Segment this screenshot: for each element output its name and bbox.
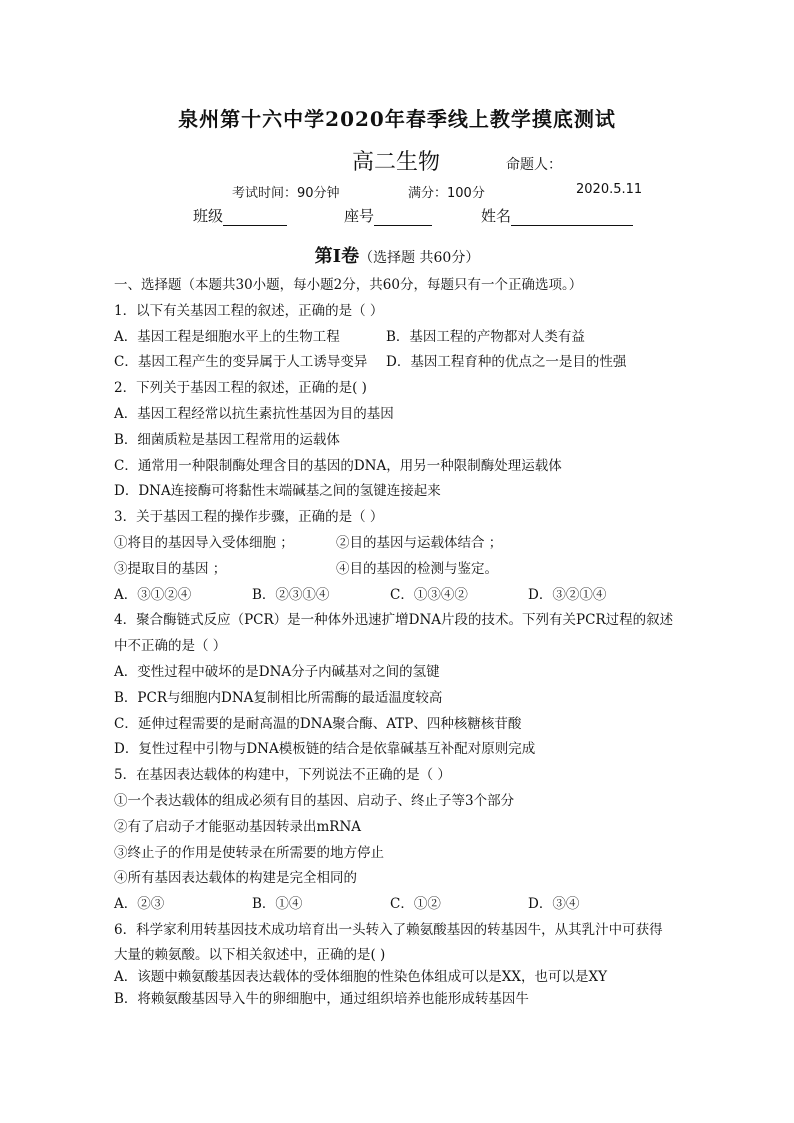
q4-option-b: B．PCR与细胞内DNA复制相比所需酶的最适温度较高 (114, 689, 443, 706)
class-field (193, 205, 287, 226)
q5-option-b: B．①④ (252, 896, 303, 913)
q5-options (114, 892, 684, 918)
setter-label: 命题人： (506, 157, 562, 173)
q3-option-b: B．②③①④ (252, 586, 330, 603)
q6-option-b: B．将赖氨酸基因导入牛的卵细胞中，通过组织培养也能形成转基因牛 (114, 990, 529, 1007)
q5-option-d: D．③④ (528, 896, 580, 913)
q3-option-c: C．①③④② (390, 586, 468, 603)
exam-title: 泉州第十六中学2020年春季线上教学摸底测试 (178, 107, 616, 131)
q2-option-c: C．通常用一种限制酶处理含目的基因的DNA，用另一种限制酶处理运载体 (114, 457, 562, 474)
name-blank[interactable] (511, 209, 633, 226)
name-label: 姓名 (481, 207, 512, 225)
q2-stem: 2．下列关于基因工程的叙述，正确的是( ) (114, 380, 367, 397)
part-title: 第Ⅰ卷 (314, 246, 360, 267)
q3-item-4: ④目的基因的检测与鉴定。 (336, 560, 498, 577)
q3-option-a: A．③①②④ (114, 586, 192, 603)
q4-stem-line1: 4．聚合酶链式反应（PCR）是一种体外迅速扩增DNA片段的技术。下列有关PCR过程的叙述 (114, 612, 674, 629)
q3-option-d: D．③②①④ (528, 586, 607, 603)
q3-items-row1 (114, 531, 684, 557)
q1-options-row2 (114, 350, 684, 376)
q1-option-a: A．基因工程是细胞水平上的生物工程 (114, 328, 340, 345)
q3-item-2: ②目的基因与运载体结合 ； (336, 534, 503, 551)
full-score: 满分：100分 (408, 186, 485, 201)
q3-item-3: ③提取目的基因 ； (114, 560, 227, 577)
seat-label: 座号 (344, 207, 375, 225)
q5-option-a: A．②③ (114, 896, 165, 913)
q5-item-1: ①一个表达载体的组成必须有目的基因、启动子、终止子等3个部分 (114, 792, 515, 809)
q6-option-a: A．该题中赖氨酸基因表达载体的受体细胞的性染色体组成可以是XX，也可以是XY (114, 968, 607, 985)
exam-time: 考试时间：90分钟 (232, 186, 340, 201)
q1-stem: 1．以下有关基因工程的叙述，正确的是（ ） (114, 302, 384, 319)
class-blank[interactable] (223, 209, 287, 226)
q1-options-row1 (114, 325, 684, 351)
q6-stem-line1: 6．科学家利用转基因技术成功培育出一头转入了赖氨酸基因的转基因牛，从其乳汁中可获得 (114, 921, 663, 938)
q5-option-c: C．①② (390, 896, 441, 913)
q5-item-3: ③终止子的作用是使转录在所需要的地方停止 (114, 844, 384, 861)
q2-option-a: A．基因工程经常以抗生素抗性基因为目的基因 (114, 405, 394, 422)
q6-stem-line2: 大量的赖氨酸。以下相关叙述中，正确的是( ) (114, 946, 386, 963)
q5-item-2: ②有了启动子才能驱动基因转录出mRNA (114, 818, 362, 835)
name-field (481, 205, 633, 226)
q4-stem-line2: 中不正确的是（ ） (114, 638, 227, 655)
q3-options (114, 583, 684, 609)
q1-option-c: C．基因工程产生的变异属于人工诱导变异 (114, 354, 368, 371)
exam-date: 2020.5.11 (576, 182, 643, 197)
q5-stem: 5．在基因表达载体的构建中，下列说法不正确的是（ ） (114, 767, 451, 784)
q3-stem: 3．关于基因工程的操作步骤，正确的是（ ） (114, 509, 384, 526)
q3-items-row2 (114, 557, 684, 583)
seat-field (344, 205, 432, 226)
question-list (114, 273, 684, 1010)
q1-option-d: D．基因工程育种的优点之一是目的性强 (386, 354, 627, 371)
subject-title: 高二生物 (352, 150, 441, 175)
q1-option-b: B．基因工程的产物都对人类有益 (386, 328, 585, 345)
q2-option-d: D．DNA连接酶可将黏性末端碱基之间的氢键连接起来 (114, 483, 441, 500)
class-label: 班级 (193, 207, 224, 225)
q3-item-1: ①将目的基因导入受体细胞 ； (114, 534, 294, 551)
q5-item-4: ④所有基因表达载体的构建是完全相同的 (114, 870, 357, 887)
section-heading: 一、选择题（本题共30小题，每小题2分，共60分，每题只有一个正确选项。） (114, 277, 583, 293)
part-note: （选择题 共60分） (359, 250, 480, 266)
q4-option-c: C．延伸过程需要的是耐高温的DNA聚合酶、ATP、四种核糖核苷酸 (114, 715, 522, 732)
q4-option-d: D．复性过程中引物与DNA模板链的结合是依靠碱基互补配对原则完成 (114, 741, 536, 758)
seat-blank[interactable] (374, 209, 432, 226)
q2-option-b: B．细菌质粒是基因工程常用的运载体 (114, 431, 340, 448)
part-heading (0, 242, 794, 268)
q4-option-a: A．变性过程中破坏的是DNA分子内碱基对之间的氢键 (114, 663, 440, 680)
